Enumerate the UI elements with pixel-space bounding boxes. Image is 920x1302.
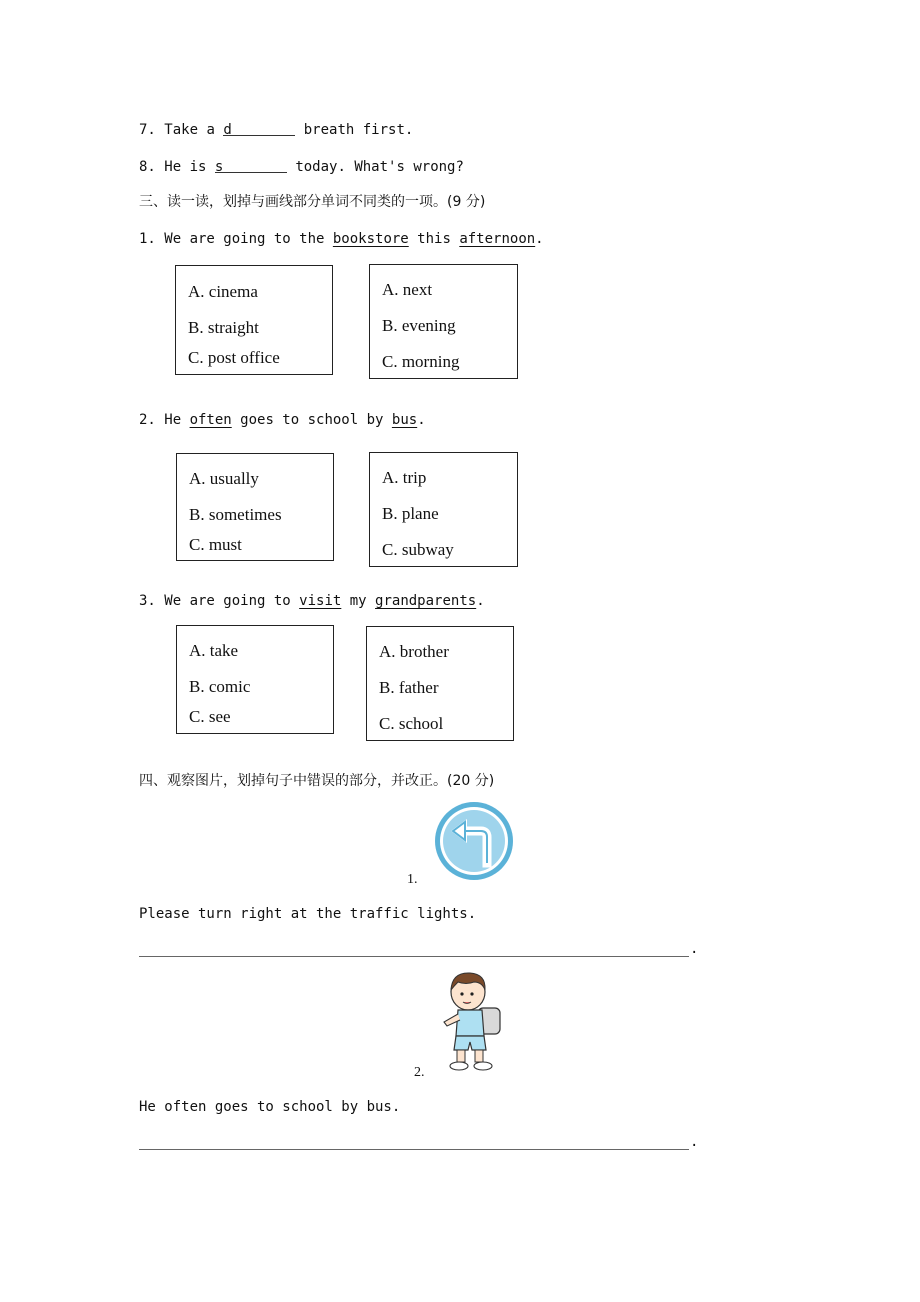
option-box-2a (176, 453, 334, 561)
option[interactable]: C. see (189, 707, 231, 726)
option[interactable]: C. school (379, 714, 444, 733)
answer-line-1[interactable] (139, 956, 689, 957)
question-text: 1. We are going to the (139, 231, 333, 247)
option[interactable]: C. post office (188, 348, 280, 367)
fill-item-8 (139, 157, 464, 177)
turn-left-sign-icon (431, 801, 517, 887)
question-text: . (535, 231, 544, 247)
picture-number: 2. (414, 1065, 425, 1080)
option[interactable]: A. next (382, 280, 433, 299)
question-text: 3. We are going to (139, 593, 300, 609)
option-box-1a (175, 265, 333, 375)
boy-walking-icon (438, 970, 508, 1074)
option[interactable]: A. brother (379, 642, 449, 661)
underlined-word: often (189, 412, 232, 428)
option-box-2b (369, 452, 518, 567)
item-text-after: today. What's wrong? (295, 159, 464, 175)
option-box-3a (176, 625, 334, 734)
option[interactable]: B. comic (189, 677, 251, 696)
item-text-before: He is (164, 159, 207, 175)
option[interactable]: C. must (189, 535, 242, 554)
option-box-3b (366, 626, 514, 741)
answer-blank[interactable] (215, 157, 287, 173)
question-3 (139, 591, 485, 611)
item-number: 8. (139, 159, 156, 175)
hint-letter: d (223, 122, 232, 138)
option[interactable]: A. usually (189, 469, 259, 488)
item-text-after: breath first. (303, 122, 414, 138)
fill-item-7 (139, 120, 413, 140)
option[interactable]: A. trip (382, 468, 427, 487)
period: . (690, 1134, 699, 1150)
option[interactable]: A. cinema (188, 282, 258, 301)
underlined-word: bus (391, 412, 418, 428)
question-text: 2. He (139, 412, 190, 428)
option[interactable]: B. sometimes (189, 505, 282, 524)
underlined-word: visit (299, 593, 342, 609)
option[interactable]: B. straight (188, 318, 259, 337)
option[interactable]: B. plane (382, 504, 439, 523)
underlined-word: grandparents (375, 593, 477, 609)
option[interactable]: C. morning (382, 352, 460, 371)
item-text-before: Take a (164, 122, 215, 138)
item-number: 7. (139, 122, 156, 138)
option[interactable]: C. subway (382, 540, 454, 559)
option[interactable]: B. father (379, 678, 439, 697)
question-text: . (476, 593, 485, 609)
question-text: goes to school by (231, 412, 392, 428)
answer-line-2[interactable] (139, 1149, 689, 1150)
underlined-word: afternoon (459, 231, 536, 247)
question-text: this (408, 231, 460, 247)
option[interactable]: A. take (189, 641, 239, 660)
section-3-title: 三、读一读，划掉与画线部分单词不同类的一项。(9 分) (139, 194, 486, 210)
section-4-title: 四、观察图片，划掉句子中错误的部分，并改正。(20 分) (139, 773, 495, 789)
answer-blank[interactable] (223, 120, 295, 136)
question-text: my (341, 593, 376, 609)
question-2 (139, 410, 426, 430)
option[interactable]: B. evening (382, 316, 456, 335)
question-text: . (417, 412, 426, 428)
option-box-1b (369, 264, 518, 379)
question-1 (139, 229, 544, 249)
period: . (690, 941, 699, 957)
picture-number: 1. (407, 872, 418, 887)
sentence-2: He often goes to school by bus. (139, 1099, 401, 1115)
sentence-1: Please turn right at the traffic lights. (139, 906, 477, 922)
underlined-word: bookstore (332, 231, 409, 247)
hint-letter: s (214, 159, 224, 175)
